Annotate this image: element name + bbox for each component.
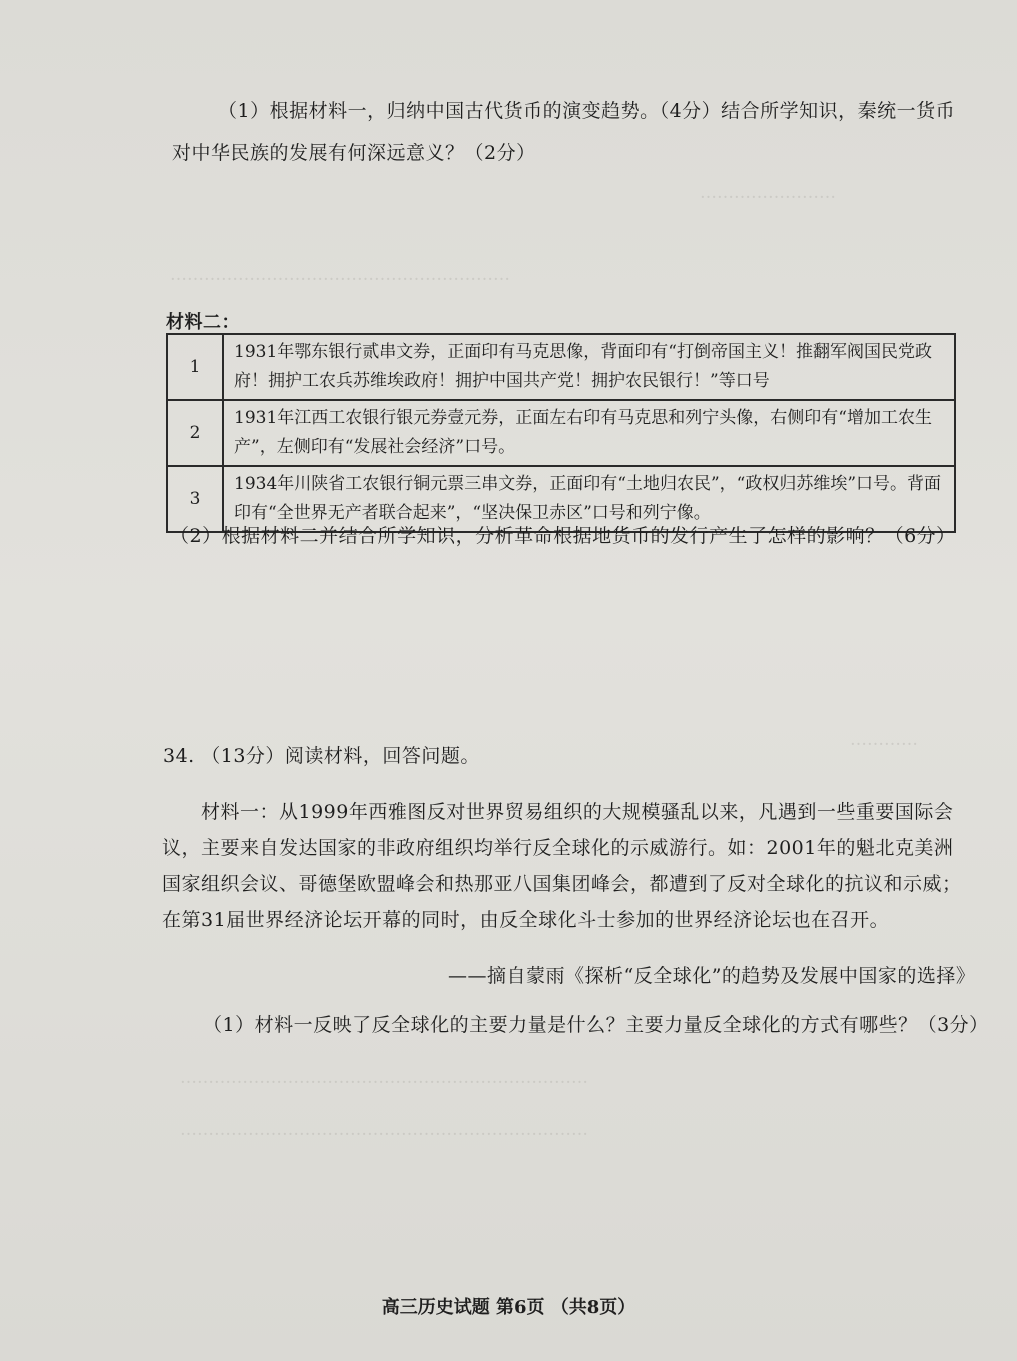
bleed-through-text: …………	[850, 730, 918, 750]
material2-title: 材料二：	[166, 312, 240, 333]
material1-line: 在第31届世界经济论坛开幕的同时，由反全球化斗士参加的世界经济论坛也在召开。	[162, 909, 890, 931]
table-row	[167, 400, 955, 466]
material2-table	[166, 333, 956, 533]
table-row	[167, 334, 955, 400]
material1-line: 议，主要来自发达国家的非政府组织均举行反全球化的示威游行。如：2001年的魁北克美洲	[162, 837, 954, 859]
row-text: 1931年江西工农银行银元券壹元券，正面左右印有马克思和列宁头像，右侧印有“增加工农生产”，左侧印有“发展社会经济”口号。	[223, 400, 955, 466]
row-number: 3	[167, 466, 223, 532]
row-text: 1934年川陕省工农银行铜元票三串文券，正面印有“土地归农民”，“政权归苏维埃”口号。背面印有“全世界无产者联合起来”，“坚决保卫赤区”口号和列宁像。	[223, 466, 955, 532]
bleed-through-text: ……………………………………………………	[170, 265, 510, 285]
material1-line: 材料一：从1999年西雅图反对世界贸易组织的大规模骚乱以来，凡遇到一些重要国际会	[201, 801, 954, 823]
bleed-through-text: ……………………	[700, 183, 836, 203]
q33-sub2: （2）根据材料二并结合所学知识，分析革命根据地货币的发行产生了怎样的影响？（6分）	[170, 525, 956, 547]
q34-sub1: （1）材料一反映了反全球化的主要力量是什么？主要力量反全球化的方式有哪些？（3分）	[203, 1014, 989, 1036]
q33-sub1-line1: （1）根据材料一，归纳中国古代货币的演变趋势。（4分）结合所学知识，秦统一货币	[218, 100, 956, 122]
page-footer: 高三历史试题 第6页 （共8页）	[381, 1297, 636, 1318]
material1-source: ——摘自蒙雨《探析“反全球化”的趋势及发展中国家的选择》	[448, 965, 976, 987]
bleed-through-text: ………………………………………………………………	[180, 1120, 588, 1140]
row-number: 2	[167, 400, 223, 466]
q33-sub1-line2: 对中华民族的发展有何深远意义？（2分）	[172, 142, 536, 164]
q34-heading: 34. （13分）阅读材料，回答问题。	[163, 745, 480, 767]
material1-line: 国家组织会议、哥德堡欧盟峰会和热那亚八国集团峰会，都遭到了反对全球化的抗议和示威；	[162, 873, 962, 895]
row-number: 1	[167, 334, 223, 400]
row-text: 1931年鄂东银行贰串文券，正面印有马克思像，背面印有“打倒帝国主义！推翻军阀国民党政府！拥护工农兵苏维埃政府！拥护中国共产党！拥护农民银行！”等口号	[223, 334, 955, 400]
bleed-through-text: ………………………………………………………………	[180, 1068, 588, 1088]
